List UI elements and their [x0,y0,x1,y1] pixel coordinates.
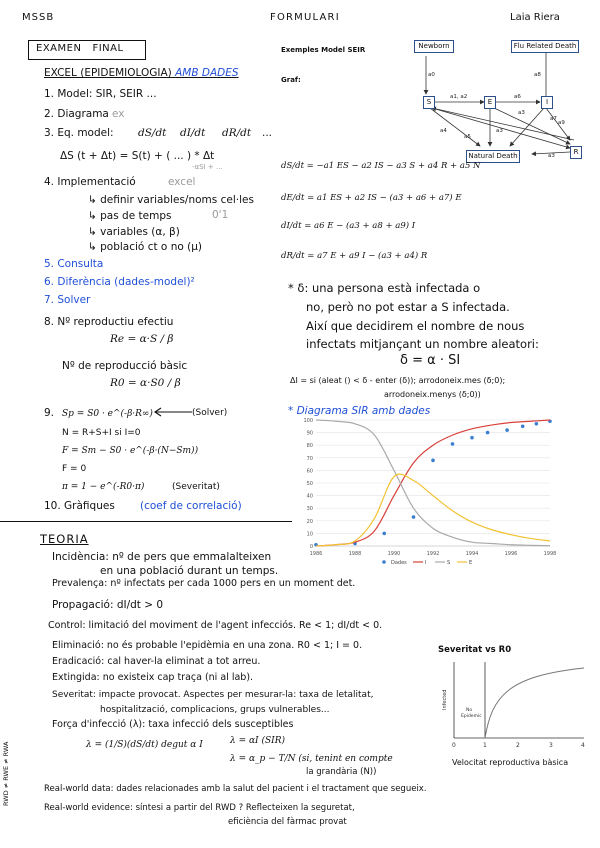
r-basic: R0 = α·S0 / β [110,377,181,389]
eq-more: ... [262,127,273,139]
data-point-dades [451,442,455,446]
impl-note: excel [168,176,196,188]
teoria-lambda-p: λ = α_p − T/N (si, tenint en compte [230,754,393,764]
excel-title-suffix: AMB DADES [175,67,239,79]
x-tick-label: 1986 [309,551,323,557]
severitat-title: Severitat vs R0 [438,645,512,655]
severitat-note: (Severitat) [172,482,220,492]
header-center: FORMULARI [270,12,340,23]
excel-item-10: 10. Gràfiques [44,500,115,512]
teoria-rwd: Real-world data: dades relacionades amb la salut del pacient i el tractament que segueix. [44,784,427,794]
excel-item-1: 1. Model: SIR, SEIR ... [44,88,157,100]
svg-text:a7: a7 [550,116,557,122]
teoria-severitat: Severitat: impacte provocat. Aspectes per mesurar-la: taxa de letalitat, [52,690,374,700]
node-i: I [541,96,553,109]
excel-item-5: 5. Consulta [44,258,104,270]
sir-chart [296,414,558,570]
r-basic-label: Nº de reproducció bàsic [62,360,188,372]
graf-note: (coef de correlació) [140,500,242,512]
teoria-lambda-sir: λ = αI (SIR) [230,736,285,746]
impl-sub-4: ↳ població ct o no (μ) [88,241,202,253]
y-tick-label: 10 [306,531,313,538]
y-tick-label: 90 [306,430,313,437]
svg-text:a4: a4 [440,128,447,134]
svg-text:a9: a9 [558,120,565,126]
s9-line-1: Sp = S0 · e^(-β·R∞) [62,409,153,419]
legend-label-dades: Dades [391,560,407,566]
severitat-xtick: 1 [483,742,487,749]
s9-line-2: N = R+S+I si I=0 [62,428,141,438]
seir-diagram [410,36,590,166]
seir-eq-2: dE/dt = a1 ES + a2 IS − (a3 + a6 + a7) E [281,193,462,203]
legend-label-s: S [447,560,451,566]
s9-line-3: F = Sm − S0 · e^(-β·(N−Sm)) [62,446,199,456]
node-s: S [423,96,435,109]
delta-eq: ΔS (t + Δt) = S(t) + ( ... ) * Δt [60,150,215,162]
impl-sub-3: ↳ variables (α, β) [88,226,180,238]
x-tick-label: 1988 [348,551,362,557]
y-tick-label: 30 [306,506,313,513]
teoria-incidencia-2: en una població durant un temps. [100,565,279,577]
impl-sub-1: ↳ definir variables/noms cel·les [88,194,254,206]
side-label: RWD ≠ RWE ≠ RWA [2,741,10,806]
header-right: Laia Riera [510,12,560,23]
svg-text:a6: a6 [514,94,521,100]
y-tick-label: 80 [306,443,313,450]
node-r: R [570,146,582,159]
svg-text:a3: a3 [518,110,525,116]
legend-label-i: I [425,560,427,566]
legend-marker-dades [382,560,386,564]
data-point-dades [412,515,416,519]
y-tick-label: 70 [306,455,313,462]
impl-sub-1-text: definir variables/noms cel·les [100,194,254,206]
teoria-title: TEORIA [40,532,89,546]
impl-sub-2-text: pas de temps [100,210,172,222]
r-effective: Re = α·S / β [110,333,174,345]
teoria-rwe-2: eficiència del fàrmac provat [228,817,347,827]
eq-dsdt: dS/dt [138,127,167,139]
diagrama-note: ex [112,108,125,120]
node-e: E [484,96,496,109]
teoria-eradicacio: Eradicació: cal haver-la eliminat a tot arreu. [52,656,261,667]
teoria-control: Control: limitació del moviment de l'agent infecciós. Re < 1; dI/dt < 0. [48,620,383,631]
severitat-ylabel: Infected [442,689,448,710]
data-point-dades [505,428,509,432]
eq-didt: dI/dt [180,127,206,139]
severitat-note-no: No [466,708,473,713]
svg-text:a1, a2: a1, a2 [450,94,468,100]
impl-sub-2: ↳ pas de temps [88,210,172,222]
delta-note-line-2: no, però no pot estar a S infectada. [306,300,510,314]
series-line-e [316,474,550,546]
svg-text:a5: a5 [464,134,471,140]
severitat-xtick: 3 [549,742,553,749]
impl-sub-3-text: variables (α, β) [100,226,180,238]
node-natural-death: Natural Death [466,150,520,163]
sir-chart-title: * Diagrama SIR amb dades [288,405,431,417]
excel-item-9: 9. [44,407,55,419]
node-newborn: Newborn [414,40,454,53]
excel-item-6: 6. Diferència (dades-model)² [44,276,195,288]
severitat-chart [428,656,592,752]
teoria-lambda-p-2: la grandària (N)) [306,767,377,777]
teoria-extingida: Extingida: no existeix cap traça (ni al lab). [52,672,254,683]
solver-arrow-icon [150,406,194,418]
y-tick-label: 40 [306,493,313,500]
excel-item-3: 3. Eq. model: [44,127,114,139]
teoria-propagacio: Propagació: dI/dt > 0 [52,599,164,611]
data-point-dades [382,532,386,536]
delta-code-1: ΔI = si (aleat () < δ - enter (δ)); arrodoneix.mes (δ;0); [290,376,506,385]
teoria-lambda-1: λ = (1/S)(dS/dt) degut α I [86,740,203,750]
y-tick-label: 60 [306,468,313,475]
section-divider [0,521,292,522]
excel-title [44,67,239,79]
severitat-xlabel: Velocitat reproductiva bàsica [452,758,569,767]
delta-eq-note: -αSI + ... [192,163,223,171]
seir-eq-1: dS/dt = −a1 ES − a2 IS − a3 S + a4 R + a5 N [281,161,481,171]
data-point-dades [535,422,539,426]
model-graph-label: Graf: [281,76,301,84]
teoria-eliminacio: Eliminació: no és probable l'epidèmia en una zona. R0 < 1; I = 0. [52,640,363,651]
svg-text:a8: a8 [534,72,541,78]
impl-sub-4-text: població ct o no (μ) [100,241,202,253]
y-tick-label: 50 [306,481,313,487]
teoria-forca: Força d'infecció (λ): taxa infecció dels susceptibles [52,719,294,730]
excel-title-main: EXCEL (EPIDEMIOLOGIA) [44,67,172,79]
severitat-xtick: 4 [581,742,585,749]
x-tick-label: 1994 [465,551,479,557]
header-left: MSSB [22,12,55,23]
legend-label-e: E [469,560,473,566]
teoria-rwe: Real-world evidence: síntesi a partir del RWD ? Reflecteixen la seguretat, [44,803,355,813]
teoria-severitat-2: hospitalització, complicacions, grups vulnerables... [100,705,330,715]
model-title: Exemples Model SEIR [281,46,366,54]
node-flu-death: Flu Related Death [511,40,579,53]
seir-eq-3: dI/dt = a6 E − (a3 + a8 + a9) I [281,221,416,231]
delta-note-line-3: Així que decidirem el nombre de nous [306,319,525,333]
solver-note: (Solver) [192,408,228,418]
y-tick-label: 0 [309,544,313,550]
exam-title: EXAMEN FINAL [36,43,124,54]
svg-text:a3: a3 [496,128,503,134]
excel-item-2: 2. Diagrama [44,108,109,120]
excel-item-7: 7. Solver [44,294,91,306]
severitat-xtick: 0 [452,742,456,749]
delta-code-2: arrodoneix.menys (δ;0)) [384,390,481,399]
data-point-dades [431,459,435,463]
y-tick-label: 100 [303,418,313,424]
y-tick-label: 20 [306,518,313,525]
x-tick-label: 1990 [387,551,401,557]
delta-formula: δ = α · SI [400,353,461,368]
x-tick-label: 1996 [504,551,518,557]
severitat-note-epi: Epidemic [461,714,482,719]
teoria-prevalenca: Prevalença: nº infectats per cada 1000 pers en un moment det. [52,578,356,589]
s9-line-5: π = 1 − e^(-R0·π) [62,482,145,492]
eq-drdt: dR/dt [222,127,252,139]
severitat-xtick: 2 [516,742,520,749]
excel-item-4: 4. Implementació [44,176,136,188]
excel-item-8: 8. Nº reproductiu efectiu [44,316,174,328]
pas-value: 0'1 [212,209,229,221]
data-point-dades [486,431,490,435]
seir-eq-4: dR/dt = a7 E + a9 I − (a3 + a4) R [281,251,428,261]
x-tick-label: 1998 [543,551,557,557]
data-point-dades [470,436,474,440]
delta-note-line-4: infectats mitjançant un nombre aleatori: [306,337,539,351]
x-tick-label: 1992 [426,551,440,557]
data-point-dades [521,425,525,429]
delta-note-line-1: * δ: una persona està infectada o [288,281,481,295]
teoria-incidencia: Incidència: nº de pers que emmalalteixen [52,551,272,563]
svg-text:a3: a3 [548,153,555,159]
svg-text:a0: a0 [428,72,435,78]
s9-line-4: F = 0 [62,464,87,474]
